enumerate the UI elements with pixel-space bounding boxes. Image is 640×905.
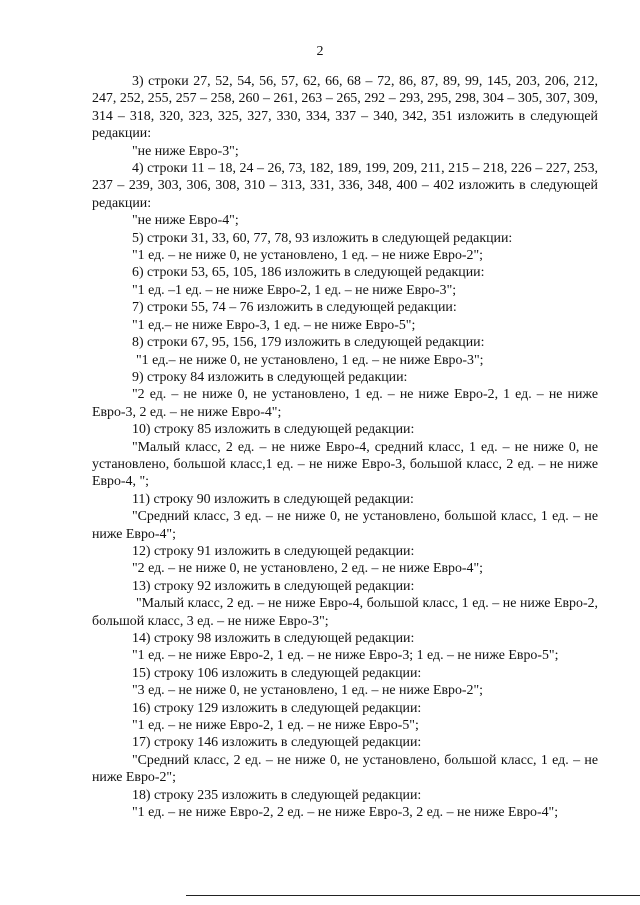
amendment-wording: "3 ед. – не ниже 0, не установлено, 1 ед. – не ниже Евро-2"; <box>132 683 484 699</box>
amendment-item: 16) строку 129 изложить в следующей редакции: <box>132 700 422 716</box>
page-number: 2 <box>316 44 324 59</box>
amendment-item: 5) строки 31, 33, 60, 77, 78, 93 изложить в следующей редакции: <box>132 230 513 246</box>
amendment-wording: "1 ед. –1 ед. – не ниже Евро-2, 1 ед. – не ниже Евро-3"; <box>132 282 457 298</box>
footer-rule <box>186 895 640 896</box>
amendment-wording: "1 ед.– не ниже Евро-3, 1 ед. – не ниже Евро-5"; <box>132 317 416 333</box>
amendment-wording: "Средний класс, 2 ед. – не ниже 0, не установлено, большой класс, 1 ед. – не ниже Евро-2"; <box>92 752 598 786</box>
amendment-wording: "2 ед. – не ниже 0, не установлено, 2 ед. – не ниже Евро-4"; <box>132 561 484 577</box>
amendment-item: 13) строку 92 изложить в следующей редакции: <box>132 578 415 594</box>
amendment-wording: "не ниже Евро-4"; <box>132 213 239 229</box>
amendment-item: 18) строку 235 изложить в следующей редакции: <box>132 787 422 803</box>
amendment-item: 3) строки 27, 52, 54, 56, 57, 62, 66, 68 – 72, 86, 87, 89, 99, 145, 203, 206, 212, 247, 252, 255, 257 – 258, 260 – 261, 263 – 265, 292 – 293, 295, 298, 304 – 305, 307, 309, 314 – 318, 320, 323, 325, 327, 330, 334, 337 – 340, 342, 351 изложить в следующей редакции: <box>92 74 598 142</box>
amendment-wording: "не ниже Евро-3"; <box>132 143 239 159</box>
document-body <box>92 73 598 821</box>
amendment-wording: "1 ед. – не ниже Евро-2, 1 ед. – не ниже Евро-5"; <box>132 718 419 734</box>
amendment-item: 15) строку 106 изложить в следующей редакции: <box>132 665 422 681</box>
amendment-item: 14) строку 98 изложить в следующей редакции: <box>132 631 415 646</box>
amendment-wording: "Малый класс, 2 ед. – не ниже Евро-4, большой класс, 1 ед. – не ниже Евро-2, большой класс, 3 ед. – не ниже Евро-3"; <box>92 596 598 629</box>
amendment-item: 8) строки 67, 95, 156, 179 изложить в следующей редакции: <box>132 335 485 351</box>
amendment-item: 11) строку 90 изложить в следующей редакции: <box>132 491 414 507</box>
amendment-wording: "Средний класс, 3 ед. – не ниже 0, не установлено, большой класс, 1 ед. – не ниже Евро-4"; <box>92 509 598 542</box>
amendment-wording: "1 ед.– не ниже 0, не установлено, 1 ед. – не ниже Евро-3"; <box>136 352 484 368</box>
amendment-wording: "2 ед. – не ниже 0, не установлено, 1 ед. – не ниже Евро-2, 1 ед. – не ниже Евро-3, 2 ед. – не ниже Евро-4"; <box>92 387 598 420</box>
amendment-wording: "1 ед. – не ниже Евро-2, 2 ед. – не ниже Евро-3, 2 ед. – не ниже Евро-4"; <box>132 805 559 821</box>
amendment-wording: "1 ед. – не ниже Евро-2, 1 ед. – не ниже Евро-3; 1 ед. – не ниже Евро-5"; <box>132 648 559 664</box>
amendment-item: 4) строки 11 – 18, 24 – 26, 73, 182, 189, 199, 209, 211, 215 – 218, 226 – 227, 253, 237 – 239, 303, 306, 308, 310 – 313, 331, 336, 348, 400 – 402 изложить в следующей редакции: <box>92 161 598 211</box>
amendment-item: 9) строку 84 изложить в следующей редакции: <box>132 369 408 385</box>
amendment-wording: "Малый класс, 2 ед. – не ниже Евро-4, средний класс, 1 ед. – не ниже 0, не установлено, большой класс,1 ед. – не ниже Евро-3, большой класс, 2 ед. – не ниже Евро-4, "; <box>92 439 598 490</box>
amendment-item: 6) строки 53, 65, 105, 186 изложить в следующей редакции: <box>132 265 485 281</box>
amendment-item: 7) строки 55, 74 – 76 изложить в следующей редакции: <box>132 300 457 316</box>
amendment-item: 10) строку 85 изложить в следующей редакции: <box>132 422 415 438</box>
amendment-wording: "1 ед. – не ниже 0, не установлено, 1 ед. – не ниже Евро-2"; <box>132 248 484 264</box>
amendment-item: 12) строку 91 изложить в следующей редакции: <box>132 543 415 559</box>
amendment-item: 17) строку 146 изложить в следующей редакции: <box>132 735 422 751</box>
